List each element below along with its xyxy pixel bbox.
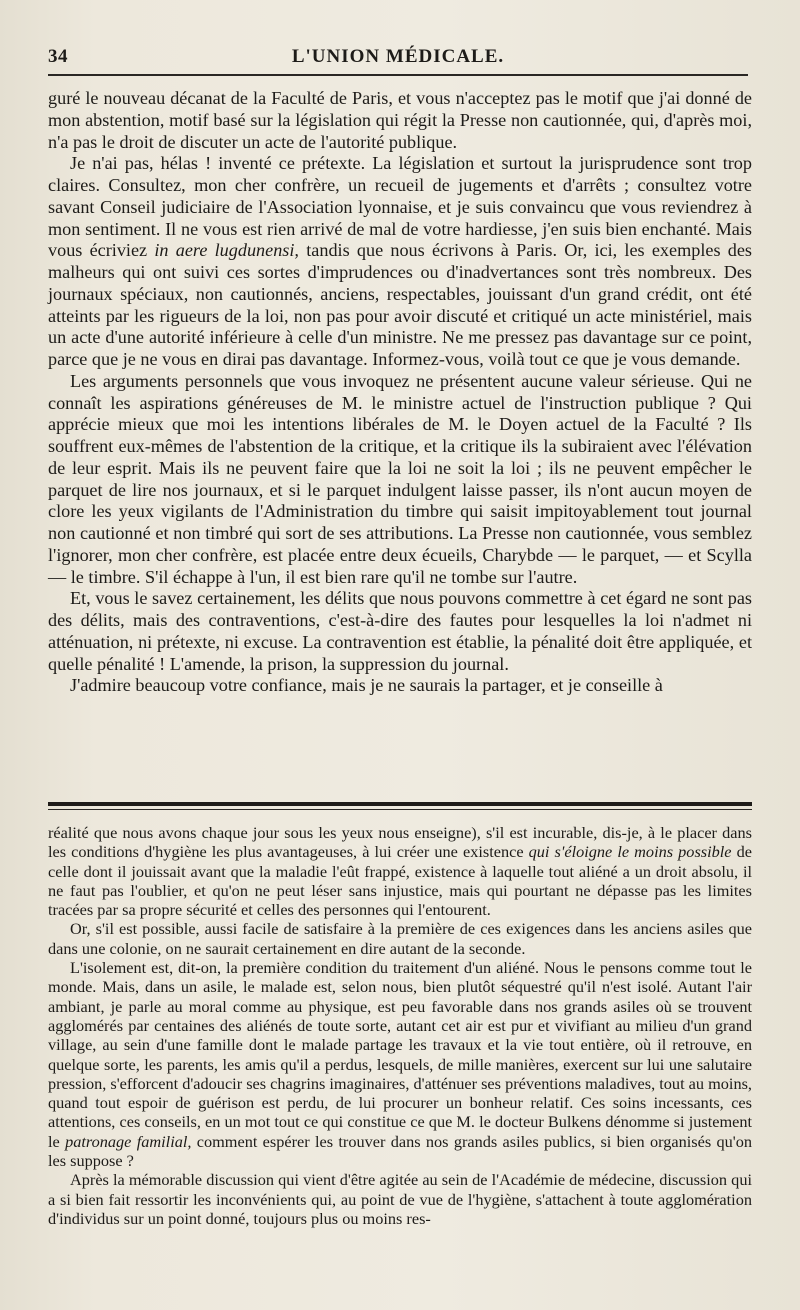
paragraph: L'isolement est, dit-on, la première condition du traitement d'un aliéné. Nous le pensons comme tout le monde. Mais, dans un asile, le malade est, selon nous, bien plutôt séquestré qu'il n'est isolé. Autant l'air ambiant, je parle au moral comme au physique, est peu favorable dans nos grands asiles où se trouvent agglomérés par centaines des aliénés de toute sorte, autant cet air est pur et vivifiant au milieu d'un grand village, au sein d'une famille dont le malade partage les travaux et la vie tout entière, où il retrouve, en quelque sorte, les parents, les amis qu'il a perdus, lesquels, de mille manières, exercent sur lui une salutaire pression, s'efforcent d'adoucir ses chagrins imaginaires, d'atténuer ses préventions maladives, tout au moins, quand tout espoir de guérison est perdu, de lui procurer un bonheur relatif. Ces soins incessants, ces attentions, ces conseils, en un mot tout ce qui constitue ce que M. le docteur Bulkens dénomme si justement le patronage familial, comment espérer les trouver dans nos grands asiles publics, si bien organisés qu'on les suppose ? [48, 958, 752, 1171]
paragraph: Et, vous le savez certainement, les délits que nous pouvons commettre à cet égard ne sont pas des délits, mais des contraventions, c'est-à-dire des fautes pour lesquelles la loi n'admet ni atténuation, ni prétexte, ni excuse. La contravention est établie, la pénalité doit être appliquée, et quelle pénalité ! L'amende, la prison, la suppression du journal. [48, 588, 752, 674]
separator-thick-rule [48, 802, 752, 806]
upper-article [48, 88, 752, 697]
paragraph: Les arguments personnels que vous invoquez ne présentent aucune valeur sérieuse. Qui ne connaît les aspirations généreuses de M. le ministre actuel de l'instruction publique ? Qui apprécie mieux que moi les intentions libérales de M. le Doyen actuel de la Faculté ? Ils souffrent eux-mêmes de l'abstention de la critique, et la critique ils la subiraient avec l'élévation de leur esprit. Mais ils ne peuvent faire que la loi ne soit la loi ; ils ne peuvent empêcher le parquet de lire nos journaux, et si le parquet indulgent laisse passer, ils n'ont aucun moyen de clore les yeux vigilants de l'Administration du timbre qui saisit impitoyablement tout journal non cautionné et non timbré qui sort de ses attributions. La Presse non cautionnée, vous semblez l'ignorer, mon cher confrère, est placée entre deux écueils, Charybde — le parquet, — et Scylla — le timbre. S'il échappe à l'un, il est bien rare qu'il ne tombe sur l'autre. [48, 370, 752, 587]
page-number: 34 [48, 46, 68, 67]
italic-phrase: qui s'éloigne le moins possible [528, 842, 732, 862]
italic-phrase: patronage familial, [65, 1131, 192, 1151]
paragraph: J'admire beaucoup votre confiance, mais je ne saurais la partager, et je conseille à [70, 675, 663, 696]
section-separator [48, 802, 752, 811]
running-head: L'UNION MÉDICALE. [291, 46, 505, 67]
lower-article [48, 823, 752, 1228]
italic-phrase: in aere lugdunensi, [154, 240, 299, 261]
paragraph: Je n'ai pas, hélas ! inventé ce prétexte. La législation et surtout la jurisprudence sont trop claires. Consultez, mon cher confrère, un recueil de jugements et d'arrêts ; consultez votre savant Conseil judiciaire de l'Association lyonnaise, et je suis convaincu que vous reviendrez à mon sentiment. Il ne vous est rien arrivé de mal de votre hardiesse, j'en suis bien enchanté. Mais vous écriviez in aere lugdunensi, tandis que nous écrivons à Paris. Or, ici, les exemples des malheurs qui ont suivi ces sortes d'imprudences ou d'inadvertances sont très nombreux. Des journaux spéciaux, non cautionnés, anciens, respectables, jouissant d'un grand crédit, ont été atteints par les rigueurs de la loi, non pas pour avoir discuté et critiqué un acte ministériel, mais un acte d'une autorité inférieure à celle d'un ministre. Ne me pressez pas davantage sur ce point, parce que je ne vous en dirai pas davantage. Informez-vous, voilà tout ce que je vous demande. [48, 153, 753, 369]
paragraph: Or, s'il est possible, aussi facile de satisfaire à la première de ces exigences dans les anciens asiles que dans une colonie, on ne saurait certainement en dire autant de la seconde. [48, 919, 752, 958]
paragraph: Après la mémorable discussion qui vient d'être agitée au sein de l'Académie de médecine, discussion qui a si bien fait ressortir les inconvénients qui, au point de vue de l'hygiène, s'attachent à toute agglomération d'individus sur un point donné, toujours plus ou moins res- [48, 1170, 752, 1228]
separator-thin-rule [48, 809, 752, 810]
paragraph: réalité que nous avons chaque jour sous les yeux nous enseigne), s'il est incurable, dis-je, à le placer dans les conditions d'hygiène les plus avantageuses, à lui créer une existence qui s'éloigne le moins possible de celle dont il jouissait avant que la maladie l'eût frappé, existence à laquelle tout aliéné a un droit absolu, il ne faut pas l'oublier, et qu'on ne peut léser sans injustice, mais qui pourtant ne dépasse pas les limites tracées par sa propre sécurité et celles des personnes qui l'entourent. [48, 823, 752, 920]
paragraph: guré le nouveau décanat de la Faculté de Paris, et vous n'acceptez pas le motif que j'ai donné de mon abstention, motif basé sur la législation qui régit la Presse non cautionnée, qui, d'après moi, n'a pas le droit de discuter un acte de l'autorité publique. [48, 88, 752, 152]
page-header [48, 44, 748, 74]
header-rule [48, 74, 748, 76]
